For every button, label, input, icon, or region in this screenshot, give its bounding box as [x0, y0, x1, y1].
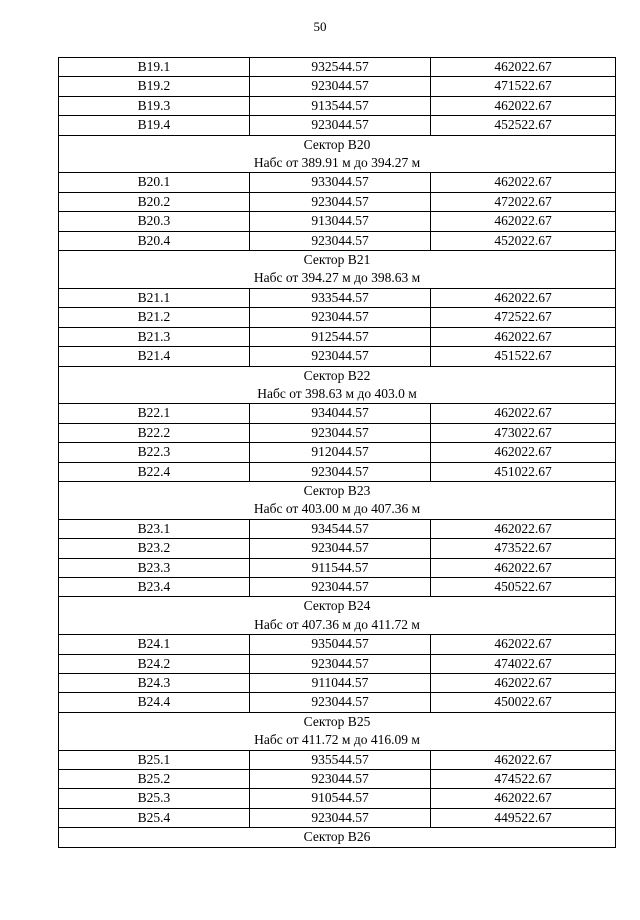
- point-id-cell: B20.3: [59, 212, 250, 231]
- x-coordinate-cell: 923044.57: [250, 808, 431, 827]
- table-row: [59, 808, 616, 827]
- y-coordinate-cell: 462022.67: [431, 404, 616, 423]
- point-id-cell: B24.2: [59, 654, 250, 673]
- sector-title: Сектор B22: [303, 367, 371, 383]
- sector-header-row: [59, 481, 616, 519]
- y-coordinate-cell: 471522.67: [431, 77, 616, 96]
- table-row: [59, 654, 616, 673]
- point-id-cell: B20.2: [59, 192, 250, 211]
- x-coordinate-cell: 923044.57: [250, 308, 431, 327]
- y-coordinate-cell: 462022.67: [431, 519, 616, 538]
- sector-header: [59, 135, 616, 173]
- y-coordinate-cell: 462022.67: [431, 212, 616, 231]
- point-id-cell: B24.3: [59, 674, 250, 693]
- x-coordinate-cell: 912544.57: [250, 327, 431, 346]
- x-coordinate-cell: 923044.57: [250, 231, 431, 250]
- table-row: [59, 674, 616, 693]
- sector-height-range: Набс от 389.91 м до 394.27 м: [253, 155, 421, 171]
- point-id-cell: B19.3: [59, 96, 250, 115]
- point-id-cell: B21.4: [59, 347, 250, 366]
- table-row: [59, 231, 616, 250]
- y-coordinate-cell: 472022.67: [431, 192, 616, 211]
- x-coordinate-cell: 933544.57: [250, 288, 431, 307]
- y-coordinate-cell: 462022.67: [431, 674, 616, 693]
- table-row: [59, 770, 616, 789]
- point-id-cell: B25.2: [59, 770, 250, 789]
- point-id-cell: B25.1: [59, 750, 250, 769]
- point-id-cell: B25.3: [59, 789, 250, 808]
- sector-height-range: Набс от 398.63 м до 403.0 м: [257, 385, 417, 401]
- table-row: [59, 539, 616, 558]
- y-coordinate-cell: 449522.67: [431, 808, 616, 827]
- table-row: [59, 96, 616, 115]
- table-row: [59, 173, 616, 192]
- sector-header-row: [59, 828, 616, 847]
- point-id-cell: B24.4: [59, 693, 250, 712]
- x-coordinate-cell: 913044.57: [250, 212, 431, 231]
- sector-header: [59, 481, 616, 519]
- y-coordinate-cell: 462022.67: [431, 288, 616, 307]
- table-row: [59, 327, 616, 346]
- y-coordinate-cell: 462022.67: [431, 750, 616, 769]
- point-id-cell: B23.2: [59, 539, 250, 558]
- sector-header: [59, 366, 616, 404]
- y-coordinate-cell: 473022.67: [431, 423, 616, 442]
- sector-height-range: Набс от 394.27 м до 398.63 м: [253, 270, 421, 286]
- y-coordinate-cell: 450022.67: [431, 693, 616, 712]
- x-coordinate-cell: 935544.57: [250, 750, 431, 769]
- table-row: [59, 192, 616, 211]
- y-coordinate-cell: 462022.67: [431, 558, 616, 577]
- point-id-cell: B19.2: [59, 77, 250, 96]
- sector-title: Сектор B20: [303, 136, 371, 152]
- y-coordinate-cell: 473522.67: [431, 539, 616, 558]
- table-row: [59, 404, 616, 423]
- point-id-cell: B23.4: [59, 577, 250, 596]
- table-row: [59, 58, 616, 77]
- y-coordinate-cell: 462022.67: [431, 789, 616, 808]
- sector-title: Сектор B24: [303, 598, 371, 614]
- x-coordinate-cell: 923044.57: [250, 423, 431, 442]
- table-row: [59, 577, 616, 596]
- table-row: [59, 462, 616, 481]
- y-coordinate-cell: 474522.67: [431, 770, 616, 789]
- y-coordinate-cell: 452022.67: [431, 231, 616, 250]
- x-coordinate-cell: 913544.57: [250, 96, 431, 115]
- table-row: [59, 347, 616, 366]
- x-coordinate-cell: 910544.57: [250, 789, 431, 808]
- x-coordinate-cell: 923044.57: [250, 192, 431, 211]
- x-coordinate-cell: 923044.57: [250, 539, 431, 558]
- sector-title: Сектор B26: [59, 828, 616, 847]
- y-coordinate-cell: 452522.67: [431, 116, 616, 135]
- point-id-cell: B22.1: [59, 404, 250, 423]
- x-coordinate-cell: 911544.57: [250, 558, 431, 577]
- table-row: [59, 558, 616, 577]
- sector-title: Сектор B21: [303, 252, 371, 268]
- coordinates-table: [58, 57, 616, 848]
- y-coordinate-cell: 451022.67: [431, 462, 616, 481]
- table-row: [59, 789, 616, 808]
- point-id-cell: B22.2: [59, 423, 250, 442]
- sector-header: [59, 597, 616, 635]
- sector-title: Сектор B23: [303, 482, 371, 498]
- table-row: [59, 443, 616, 462]
- point-id-cell: B20.1: [59, 173, 250, 192]
- y-coordinate-cell: 462022.67: [431, 443, 616, 462]
- sector-header-row: [59, 135, 616, 173]
- table-row: [59, 750, 616, 769]
- point-id-cell: B21.1: [59, 288, 250, 307]
- y-coordinate-cell: 472522.67: [431, 308, 616, 327]
- y-coordinate-cell: 462022.67: [431, 173, 616, 192]
- sector-header-row: [59, 712, 616, 750]
- point-id-cell: B24.1: [59, 635, 250, 654]
- table-row: [59, 308, 616, 327]
- x-coordinate-cell: 923044.57: [250, 577, 431, 596]
- x-coordinate-cell: 935044.57: [250, 635, 431, 654]
- table-row: [59, 212, 616, 231]
- x-coordinate-cell: 912044.57: [250, 443, 431, 462]
- page-number: 50: [313, 19, 327, 34]
- y-coordinate-cell: 462022.67: [431, 635, 616, 654]
- table-row: [59, 288, 616, 307]
- table-row: [59, 635, 616, 654]
- sector-header: [59, 251, 616, 289]
- point-id-cell: B22.3: [59, 443, 250, 462]
- x-coordinate-cell: 923044.57: [250, 116, 431, 135]
- y-coordinate-cell: 474022.67: [431, 654, 616, 673]
- y-coordinate-cell: 462022.67: [431, 327, 616, 346]
- y-coordinate-cell: 450522.67: [431, 577, 616, 596]
- table-row: [59, 693, 616, 712]
- x-coordinate-cell: 911044.57: [250, 674, 431, 693]
- point-id-cell: B19.4: [59, 116, 250, 135]
- point-id-cell: B23.1: [59, 519, 250, 538]
- point-id-cell: B22.4: [59, 462, 250, 481]
- x-coordinate-cell: 923044.57: [250, 347, 431, 366]
- sector-height-range: Набс от 411.72 м до 416.09 м: [254, 732, 420, 748]
- sector-height-range: Набс от 407.36 м до 411.72 м: [254, 616, 420, 632]
- point-id-cell: B25.4: [59, 808, 250, 827]
- sector-header-row: [59, 366, 616, 404]
- point-id-cell: B21.3: [59, 327, 250, 346]
- y-coordinate-cell: 451522.67: [431, 347, 616, 366]
- table-row: [59, 519, 616, 538]
- point-id-cell: B19.1: [59, 58, 250, 77]
- table-row: [59, 423, 616, 442]
- table-row: [59, 116, 616, 135]
- x-coordinate-cell: 923044.57: [250, 770, 431, 789]
- y-coordinate-cell: 462022.67: [431, 58, 616, 77]
- x-coordinate-cell: 932544.57: [250, 58, 431, 77]
- x-coordinate-cell: 923044.57: [250, 77, 431, 96]
- y-coordinate-cell: 462022.67: [431, 96, 616, 115]
- point-id-cell: B23.3: [59, 558, 250, 577]
- x-coordinate-cell: 934544.57: [250, 519, 431, 538]
- point-id-cell: B21.2: [59, 308, 250, 327]
- x-coordinate-cell: 934044.57: [250, 404, 431, 423]
- sector-header-row: [59, 251, 616, 289]
- x-coordinate-cell: 923044.57: [250, 462, 431, 481]
- x-coordinate-cell: 923044.57: [250, 654, 431, 673]
- sector-header: [59, 712, 616, 750]
- point-id-cell: B20.4: [59, 231, 250, 250]
- sector-header-row: [59, 597, 616, 635]
- sector-title: Сектор B25: [303, 713, 371, 729]
- table-row: [59, 77, 616, 96]
- sector-height-range: Набс от 403.00 м до 407.36 м: [253, 501, 421, 517]
- x-coordinate-cell: 923044.57: [250, 693, 431, 712]
- coordinates-table-body: [59, 58, 616, 848]
- x-coordinate-cell: 933044.57: [250, 173, 431, 192]
